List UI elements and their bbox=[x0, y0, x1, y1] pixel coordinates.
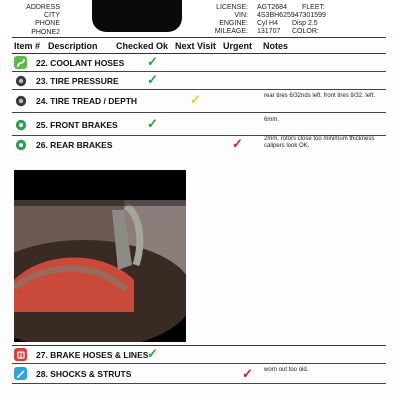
vin-label: VIN: bbox=[234, 12, 248, 19]
displacement-value: Disp 2.5 bbox=[292, 20, 318, 27]
row-note: 6mm. bbox=[264, 117, 279, 123]
col-item: Item # bbox=[14, 41, 41, 51]
rear-brake-photo bbox=[14, 170, 186, 342]
item-label: 26. REAR BRAKES bbox=[36, 140, 113, 150]
col-next-visit: Next Visit bbox=[175, 41, 216, 51]
col-urgent: Urgent bbox=[223, 41, 252, 51]
license-value: AGT2684 bbox=[257, 4, 287, 11]
item-label: 24. TIRE TREAD / DEPTH bbox=[36, 96, 138, 106]
col-checked-ok: Checked Ok bbox=[116, 41, 169, 51]
redacted-block bbox=[92, 0, 182, 32]
inspection-row-tire-tread bbox=[12, 90, 386, 113]
header-rule bbox=[12, 37, 386, 38]
vehicle-info-header bbox=[0, 0, 400, 38]
inspection-row-brake-hoses bbox=[12, 346, 386, 364]
inspection-row-rear-brakes bbox=[12, 136, 386, 154]
license-label: LICENSE: bbox=[216, 4, 248, 11]
fleet-label: FLEET: bbox=[302, 4, 325, 11]
row-note: worn out too old. bbox=[264, 367, 309, 373]
phone2-label: PHONE2 bbox=[31, 29, 60, 36]
inspection-row-front-brakes bbox=[12, 113, 386, 136]
item-label: 27. BRAKE HOSES & LINES bbox=[36, 350, 149, 360]
inspection-row-coolant-hoses bbox=[12, 54, 386, 72]
coolant-hose-icon bbox=[14, 56, 27, 69]
address-label: ADDRESS bbox=[26, 4, 60, 11]
phone-label: PHONE bbox=[35, 20, 60, 27]
inspection-row-tire-pressure bbox=[12, 72, 386, 90]
brake-hose-icon bbox=[14, 348, 27, 361]
inspection-row-shocks-struts bbox=[12, 364, 386, 384]
vin-value: 4S3BH625947301599 bbox=[257, 12, 326, 19]
engine-label: ENGINE: bbox=[219, 20, 248, 27]
brake-icon bbox=[14, 138, 27, 151]
urgent-mark: ✓ bbox=[232, 136, 243, 151]
brake-icon bbox=[14, 118, 27, 131]
urgent-mark: ✓ bbox=[242, 366, 253, 381]
item-label: 22. COOLANT HOSES bbox=[36, 58, 125, 68]
row-note: rear tires 6/32nds left. front tires 9/32. left. bbox=[264, 93, 376, 99]
mileage-value: 131707 bbox=[257, 28, 281, 35]
mileage-label: MILEAGE: bbox=[214, 28, 248, 35]
row-note: 2mm. rotors close too minimum thickness calipers look OK. bbox=[264, 136, 375, 149]
tire-icon bbox=[14, 74, 27, 87]
checked-ok-mark: ✓ bbox=[147, 54, 158, 69]
checked-ok-mark: ✓ bbox=[147, 116, 158, 131]
next-visit-mark: ✓ bbox=[190, 92, 201, 107]
checked-ok-mark: ✓ bbox=[147, 72, 158, 87]
item-label: 28. SHOCKS & STRUTS bbox=[36, 369, 132, 379]
checked-ok-mark: ✓ bbox=[147, 346, 158, 361]
city-label: CITY bbox=[44, 12, 60, 19]
item-label: 23. TIRE PRESSURE bbox=[36, 76, 119, 86]
color-label: COLOR: bbox=[292, 28, 319, 35]
engine-value: Cyl H4 bbox=[257, 20, 279, 27]
item-label: 25. FRONT BRAKES bbox=[36, 120, 118, 130]
col-notes: Notes bbox=[263, 41, 289, 51]
shock-icon bbox=[14, 367, 27, 380]
col-description: Description bbox=[48, 41, 98, 51]
tire-icon bbox=[14, 94, 27, 107]
